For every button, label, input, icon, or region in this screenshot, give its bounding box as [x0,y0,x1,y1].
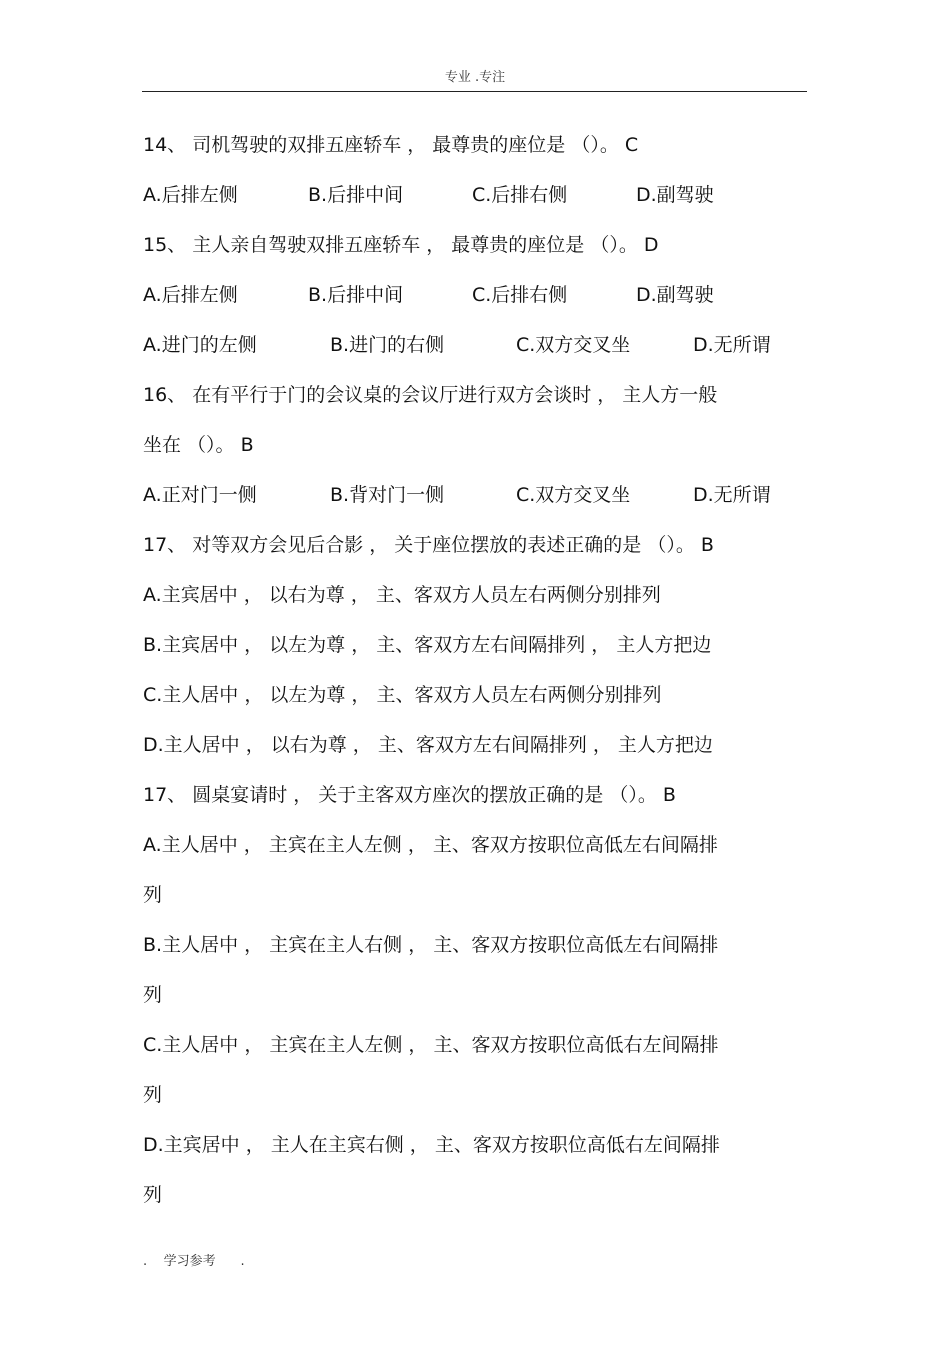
option-b: B.后排中间 [308,284,404,306]
question-17-banquet-option-a-cont: 列 [143,884,163,906]
option-b: B.后排中间 [308,184,404,206]
option-b: B.背对门一侧 [330,484,445,506]
option-c: C.后排右侧 [472,284,568,306]
option-d: D.副驾驶 [636,184,714,206]
option-a: A.后排左侧 [143,184,238,206]
question-17-photo-option-c: C.主人居中 ， 以左为尊 ， 主、客双方人员左右两侧分别排列 [143,684,662,706]
question-16-line-1: 16、 在有平行于门的会议桌的会议厅进行双方会谈时 ， 主人方一般 [143,384,718,406]
question-17-photo: 17、 对等双方会见后合影 ， 关于座位摆放的表述正确的是 （）。 B [143,534,714,556]
orphan-options [143,320,808,370]
question-14: 14、 司机驾驶的双排五座轿车 ， 最尊贵的座位是 （）。 C [143,134,639,156]
header-rule [142,91,807,92]
question-16-options [143,470,808,520]
question-16-line-2: 坐在 （）。 B [143,434,254,456]
page-footer: . 学习参考 . [143,1254,245,1269]
option-a: A.正对门一侧 [143,484,257,506]
question-15: 15、 主人亲自驾驶双排五座轿车 ， 最尊贵的座位是 （）。 D [143,234,659,256]
option-b: B.进门的右侧 [330,334,445,356]
question-17-banquet-option-a: A.主人居中 ， 主宾在主人左侧 ， 主、客双方按职位高低左右间隔排 [143,834,718,856]
option-d: D.无所谓 [693,334,771,356]
question-17-photo-option-a: A.主宾居中 ， 以右为尊 ， 主、客双方人员左右两侧分别排列 [143,584,661,606]
question-17-banquet: 17、 圆桌宴请时 ， 关于主客双方座次的摆放正确的是 （）。 B [143,784,676,806]
option-a: A.后排左侧 [143,284,238,306]
question-17-banquet-option-b: B.主人居中 ， 主宾在主人右侧 ， 主、客双方按职位高低左右间隔排 [143,934,719,956]
question-17-banquet-option-b-cont: 列 [143,984,163,1006]
document-body [143,120,808,1220]
option-d: D.无所谓 [693,484,771,506]
option-a: A.进门的左侧 [143,334,257,356]
option-d: D.副驾驶 [636,284,714,306]
question-17-banquet-option-d: D.主宾居中 ， 主人在主宾右侧 ， 主、客双方按职位高低右左间隔排 [143,1134,720,1156]
option-c: C.后排右侧 [472,184,568,206]
question-14-options [143,170,808,220]
question-17-banquet-option-c-cont: 列 [143,1084,163,1106]
question-17-banquet-option-d-cont: 列 [143,1184,163,1206]
option-c: C.双方交叉坐 [516,334,631,356]
option-c: C.双方交叉坐 [516,484,631,506]
page-header: 专业 .专注 [444,70,506,85]
question-15-options [143,270,808,320]
question-17-photo-option-b: B.主宾居中 ， 以左为尊 ， 主、客双方左右间隔排列 ， 主人方把边 [143,634,712,656]
question-17-photo-option-d: D.主人居中 ， 以右为尊 ， 主、客双方左右间隔排列 ， 主人方把边 [143,734,713,756]
question-17-banquet-option-c: C.主人居中 ， 主宾在主人左侧 ， 主、客双方按职位高低右左间隔排 [143,1034,719,1056]
